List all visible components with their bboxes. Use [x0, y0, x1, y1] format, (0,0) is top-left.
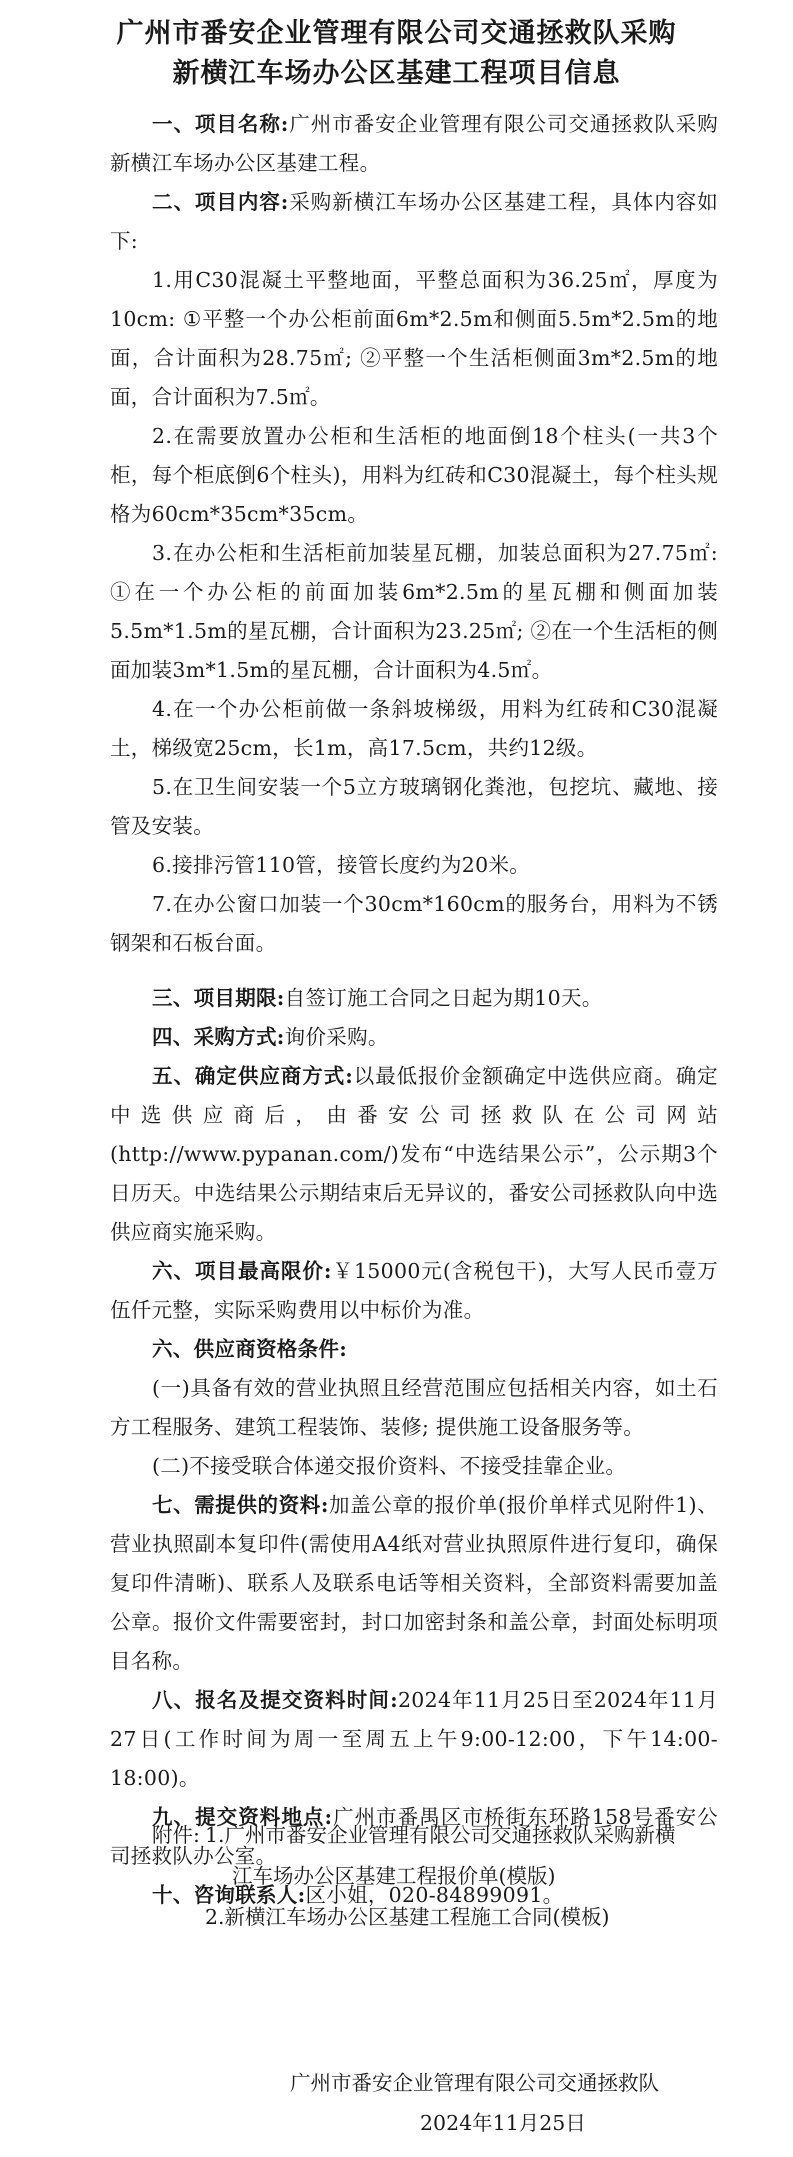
section-label: 五、确定供应商方式:: [152, 1064, 354, 1088]
attachment-2: 2.新横江车场办公区基建工程施工合同(模板): [205, 1905, 610, 1929]
section-label: 三、项目期限:: [152, 986, 285, 1010]
section-required-documents: [110, 1486, 718, 1681]
section-submission-time: [110, 1681, 718, 1798]
content-item-7: 7.在办公窗口加装一个30cm*160cm的服务台，用料为不锈钢架和石板台面。: [110, 892, 718, 955]
content-item-5: 5.在卫生间安装一个5立方玻璃钢化粪池，包挖坑、藏地、接管及安装。: [110, 775, 718, 838]
section-label: 一、项目名称:: [152, 112, 289, 136]
section-supplier-selection: [110, 1057, 718, 1252]
section-text: ￥15000元(含税包干)，大写人民币壹万伍仟元整，实际采购费用以中标价为准。: [110, 1259, 718, 1322]
attachment-1-line-2: 江车场办公区基建工程报价单(模版): [232, 1864, 556, 1888]
signature-date: 2024年11月25日: [420, 2111, 586, 2135]
section-qualifications: [110, 1330, 718, 1369]
section-text: 以最低报价金额确定中选供应商。确定中选供应商后，由番安公司拯救队在公司网站(http://www.pypanan.com/)发布“中选结果公示”，公示期3个日历天。中选结果公示期结束后无异议的，番安公司拯救队向中选供应商实施采购。: [110, 1064, 718, 1244]
section-label: 二、项目内容:: [152, 190, 289, 214]
content-item-1: 1.用C30混凝土平整地面，平整总面积为36.25㎡，厚度为10cm: ①平整一个办公柜前面6m*2.5m和侧面5.5m*2.5m的地面，合计面积为28.75㎡; ②平整一个生活柜侧面3m*2.5m的地面，合计面积为7.5㎡。: [110, 268, 718, 409]
section-text: 区小姐，020-84899091。: [305, 1883, 564, 1907]
signature-org: 广州市番安企业管理有限公司交通拯救队: [290, 2071, 659, 2095]
section-label: 七、需提供的资料:: [152, 1493, 329, 1517]
content-item-3: 3.在办公柜和生活柜前加装星瓦棚，加装总面积为27.75㎡: ①在一个办公柜的前面加装6m*2.5m的星瓦棚和侧面加装5.5m*1.5m的星瓦棚，合计面积为23.25㎡; ②在一个生活柜的侧面加装3m*1.5m的星瓦棚，合计面积为4.5㎡。: [110, 541, 718, 682]
section-label: 九、提交资料地点:: [152, 1805, 333, 1829]
section-text: 自签订施工合同之日起为期10天。: [284, 986, 603, 1010]
title-line-2: 新横江车场办公区基建工程项目信息: [172, 58, 621, 89]
section-text: 2024年11月25日至2024年11月27日(工作时间为周一至周五上午9:00-12:00，下午14:00-18:00)。: [110, 1688, 718, 1790]
section-text: 询价采购。: [284, 1025, 389, 1049]
section-text: 采购新横江车场办公区基建工程，具体内容如下:: [110, 190, 718, 253]
section-text: 加盖公章的报价单(报价单样式见附件1)、营业执照副本复印件(需使用A4纸对营业执照原件进行复印，确保复印件清晰)、联系人及联系电话等相关资料，全部资料需要加盖公章。报价文件需要密封，封口加密封条和盖公章，封面处标明项目名称。: [110, 1493, 718, 1673]
document-body: [110, 105, 718, 1915]
content-item-2: 2.在需要放置办公柜和生活柜的地面倒18个柱头(一共3个柜，每个柜底倒6个柱头)，用料为红砖和C30混凝土，每个柱头规格为60cm*35cm*35cm。: [110, 424, 718, 526]
section-label: 六、供应商资格条件:: [152, 1337, 348, 1361]
section-label: 六、项目最高限价:: [152, 1259, 332, 1283]
qualification-item-1: (一)具备有效的营业执照且经营范围应包括相关内容，如土石方工程服务、建筑工程装饰、装修; 提供施工设备服务等。: [110, 1376, 718, 1439]
section-project-period: [110, 979, 718, 1018]
section-procurement-method: [110, 1018, 718, 1057]
section-project-name: [110, 105, 718, 183]
qualification-item-2: (二)不接受联合体递交报价资料、不接受挂靠企业。: [152, 1454, 627, 1478]
title-line-1: 广州市番安企业管理有限公司交通拯救队采购: [116, 18, 677, 49]
content-item-4: 4.在一个办公柜前做一条斜坡梯级，用料为红砖和C30混凝土，梯级宽25cm，长1m，高17.5cm，共约12级。: [110, 697, 718, 760]
attachment-prefix: 附件:: [152, 1823, 200, 1847]
section-project-content: [110, 183, 718, 261]
section-label: 四、采购方式:: [152, 1025, 285, 1049]
section-text: 广州市番禺区市桥街东环路158号番安公司拯救队办公室。: [110, 1805, 718, 1868]
section-text: 广州市番安企业管理有限公司交通拯救队采购新横江车场办公区基建工程。: [110, 112, 718, 175]
section-label: 十、咨询联系人:: [152, 1883, 306, 1907]
document-title: [0, 14, 793, 94]
content-item-6: 6.接排污管110管，接管长度约为20米。: [152, 853, 531, 877]
attachment-1-line-1: 1.广州市番安企业管理有限公司交通拯救队采购新横: [205, 1823, 676, 1847]
section-price-cap: [110, 1252, 718, 1330]
section-label: 八、报名及提交资料时间:: [152, 1688, 398, 1712]
